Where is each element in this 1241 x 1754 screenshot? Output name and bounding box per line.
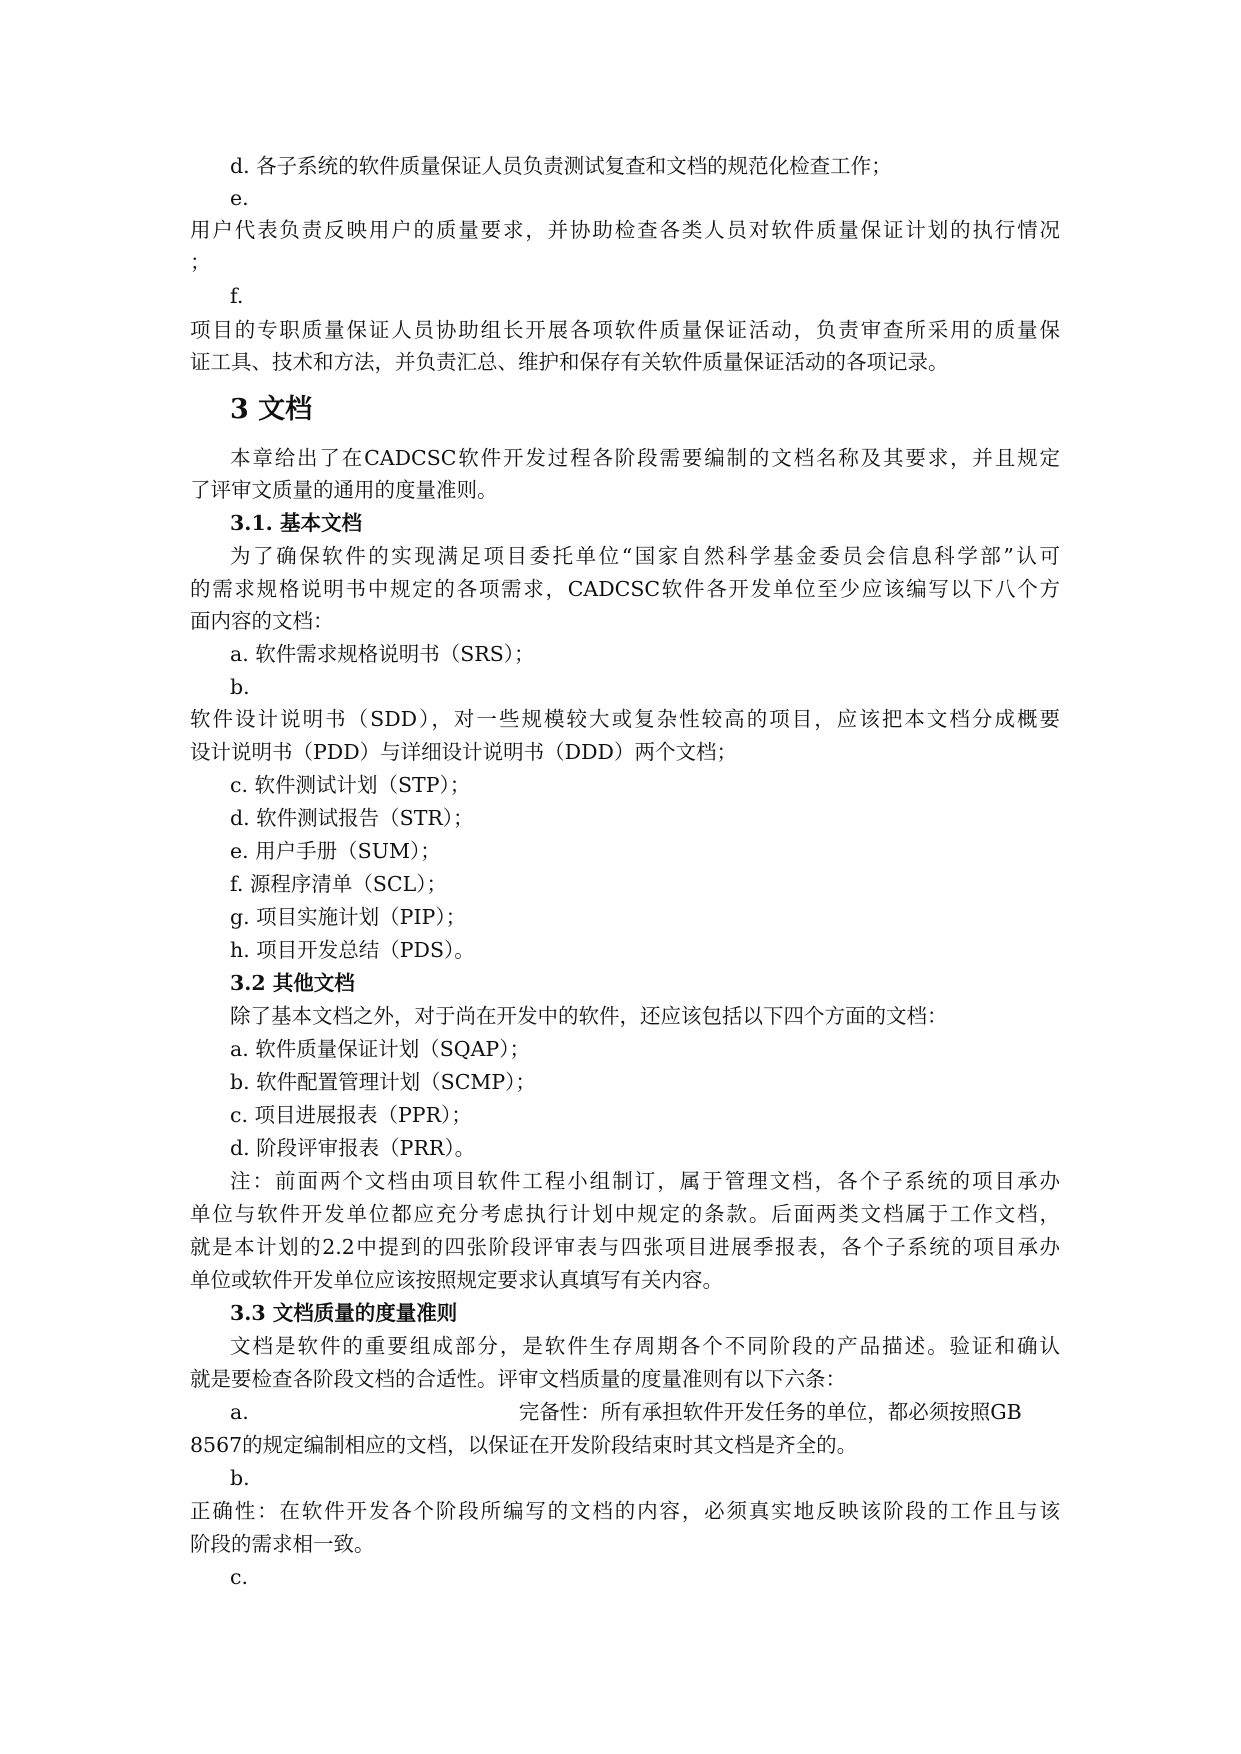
other-doc-item-d: d. 阶段评审报表（PRR）。: [230, 1136, 476, 1160]
doc-list-item-a: a. 软件需求规格说明书（SRS）；: [230, 642, 535, 666]
role-item-d: d. 各子系统的软件质量保证人员负责测试复查和文档的规范化检查工作；: [230, 154, 892, 178]
doc-list-item-b-text: 软件设计说明书（SDD），对一些规模较大或复杂性较高的项目，应该把本文档分成概要: [190, 707, 1060, 731]
note-paragraph-cont: 单位与软件开发单位都应充分考虑执行计划中规定的条款。后面两类文档属于工作文档，: [190, 1202, 1060, 1226]
other-doc-item-c: c. 项目进展报表（PPR）；: [230, 1103, 472, 1127]
chapter-title: 3 文档: [230, 394, 313, 425]
criteria-item-b-label: b.: [230, 1466, 250, 1490]
doc-list-item-d: d. 软件测试报告（STR）；: [230, 806, 474, 830]
doc-list-item-g: g. 项目实施计划（PIP）；: [230, 905, 467, 929]
section-3-2-intro: 除了基本文档之外，对于尚在开发中的软件，还应该包括以下四个方面的文档：: [230, 1004, 948, 1028]
chapter-intro: 本章给出了在CADCSC软件开发过程各阶段需要编制的文档名称及其要求，并且规定: [230, 446, 1060, 470]
doc-list-item-b-text-end: 设计说明书（PDD）与详细设计说明书（DDD）两个文档；: [190, 740, 737, 764]
doc-list-item-h: h. 项目开发总结（PDS）。: [230, 938, 475, 962]
criteria-item-b-text-end: 阶段的需求相一致。: [190, 1532, 375, 1556]
section-3-1-paragraph-cont: 的需求规格说明书中规定的各项需求，CADCSC软件各开发单位至少应该编写以下八个方: [190, 577, 1060, 601]
doc-list-item-f: f. 源程序清单（SCL）；: [230, 872, 447, 896]
doc-list-item-c: c. 软件测试计划（STP）；: [230, 773, 471, 797]
note-paragraph-end: 单位或软件开发单位应该按照规定要求认真填写有关内容。: [190, 1268, 723, 1292]
section-3-1-title: 3.1. 基本文档: [230, 511, 362, 535]
role-item-e-text-end: ；: [190, 250, 211, 274]
chapter-intro-end: 了评审文质量的通用的度量准则。: [190, 478, 498, 502]
note-paragraph-cont: 就是本计划的2.2中提到的四张阶段评审表与四张项目进展季报表，各个子系统的项目承办: [190, 1235, 1060, 1259]
doc-list-item-e: e. 用户手册（SUM）；: [230, 839, 441, 863]
role-item-e-text: 用户代表负责反映用户的质量要求，并协助检查各类人员对软件质量保证计划的执行情况: [190, 218, 1060, 242]
criteria-item-a: [230, 1396, 1060, 1428]
role-item-f-text-end: 证工具、技术和方法，并负责汇总、维护和保存有关软件质量保证活动的各项记录。: [190, 350, 949, 374]
criteria-item-b-text: 正确性：在软件开发各个阶段所编写的文档的内容，必须真实地反映该阶段的工作且与该: [190, 1499, 1060, 1523]
section-3-1-paragraph-end: 面内容的文档：: [190, 609, 334, 633]
doc-list-item-b-label: b.: [230, 675, 250, 699]
other-doc-item-b: b. 软件配置管理计划（SCMP）；: [230, 1070, 536, 1094]
criteria-item-c-label: c.: [230, 1565, 248, 1589]
section-3-1-paragraph: 为了确保软件的实现满足项目委托单位“国家自然科学基金委员会信息科学部”认可: [230, 544, 1060, 568]
note-paragraph: 注：前面两个文档由项目软件工程小组制订，属于管理文档，各个子系统的项目承办: [230, 1169, 1060, 1193]
section-3-2-title: 3.2 其他文档: [230, 971, 355, 995]
section-3-3-title: 3.3 文档质量的度量准则: [230, 1301, 458, 1325]
section-3-3-paragraph-end: 就是要检查各阶段文档的合适性。评审文档质量的度量准则有以下六条：: [190, 1367, 846, 1391]
section-3-3-paragraph: 文档是软件的重要组成部分，是软件生存周期各个不同阶段的产品描述。验证和确认: [230, 1334, 1060, 1358]
role-item-f-text: 项目的专职质量保证人员协助组长开展各项软件质量保证活动，负责审查所采用的质量保: [190, 318, 1060, 342]
criteria-item-a-label: a.: [230, 1400, 249, 1424]
criteria-item-a-text: 完备性：所有承担软件开发任务的单位，都必须按照GB: [518, 1400, 1022, 1424]
role-item-e-label: e.: [230, 186, 249, 210]
role-item-f-label: f.: [230, 284, 244, 308]
criteria-item-a-text-end: 8567的规定编制相应的文档，以保证在开发阶段结束时其文档是齐全的。: [190, 1433, 858, 1457]
other-doc-item-a: a. 软件质量保证计划（SQAP）；: [230, 1037, 530, 1061]
